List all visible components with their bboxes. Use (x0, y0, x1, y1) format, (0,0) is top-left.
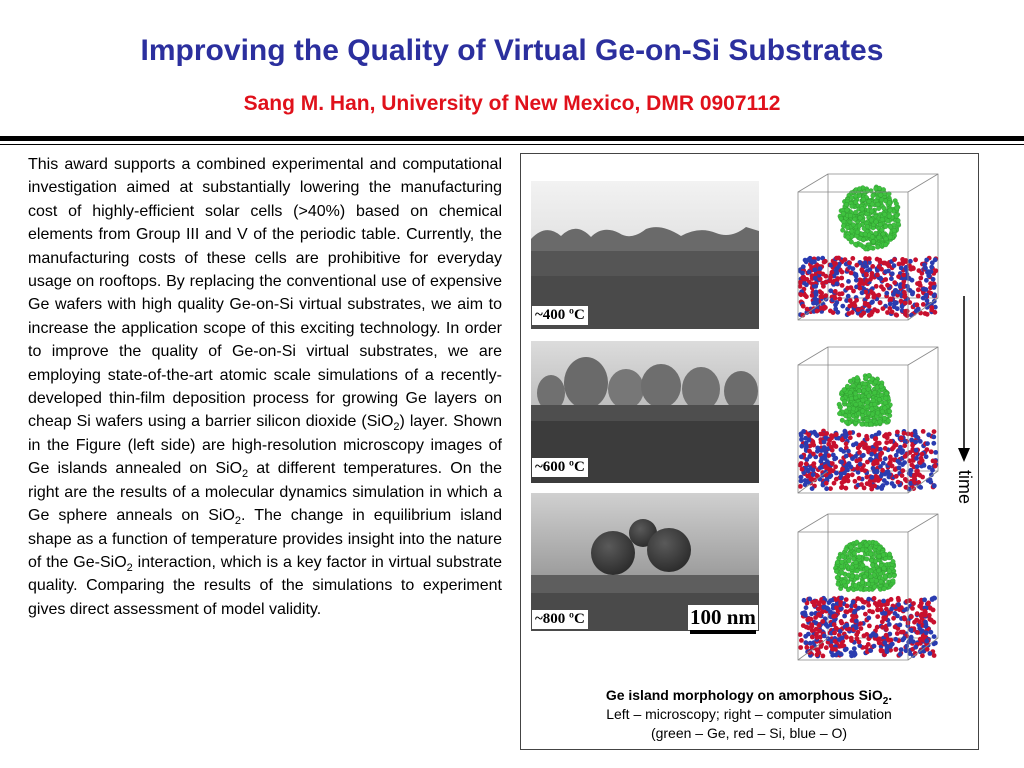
sim-frame-2 (790, 343, 948, 503)
body-text-4: . The change in equilibrium island shape as a function of temperature provides insight into the nature of the Ge-SiO (28, 507, 502, 571)
scale-bar (690, 630, 756, 634)
time-label: time (955, 470, 975, 505)
body-text-2: ) layer. Shown in the Figure (left side) are high-resolution microscopy images of Ge islands annealed on SiO (28, 413, 502, 478)
scale-bar-label: 100 nm (690, 605, 756, 629)
body-text-1: This award supports a combined experimental and computational investigation aimed at substantially lowering the manufacturing cost of highly-efficient solar cells (>40%) based on chemical elements from Group III and V of the periodic table. Currently, the manufacturing costs of these cells are prohibitive for everyday usage on rooftops. By replacing the conventional use of expensive Ge wafers with high quality Ge-on-Si virtual substrates, we aim to increase the application scope of this exciting technology. In order to improve the quality of Ge-on-Si virtual substrates, we are employing state-of-the-art atomic scale simulations of a recently-developed thin-film deposition process for growing Ge layers on cheap Si wafers using a barrier silicon dioxide (SiO (28, 156, 502, 431)
body-text-3: at different temperatures. On the right are the results of a molecular dynamics simulation in which a Ge sphere anneals on SiO (28, 460, 502, 525)
page-subtitle: Sang M. Han, University of New Mexico, DMR 0907112 (243, 92, 781, 115)
body-text-5: interaction, which is a key factor in virtual substrate quality. Comparing the results of the simulations to experiment gives direct assessment of model validity. (28, 553, 502, 618)
caption-subscript: 2 (882, 695, 889, 707)
subscript: 2 (234, 515, 242, 528)
sim-frame-3 (790, 510, 948, 670)
caption-period: . (888, 687, 893, 703)
temp-label-600: ~600 ºC (532, 458, 588, 477)
temp-label-800: ~800 ºC (532, 610, 588, 629)
divider-thick (0, 136, 1024, 141)
subscript: 2 (126, 562, 133, 575)
caption-line-2: Left – microscopy; right – computer simulation (606, 706, 892, 722)
figure-caption (523, 686, 975, 743)
caption-title: Ge island morphology on amorphous SiO (605, 687, 883, 703)
sim-frame-1 (790, 170, 948, 330)
body-paragraph (28, 153, 502, 621)
time-arrow-icon (958, 296, 970, 467)
subscript: 2 (242, 468, 249, 481)
subscript: 2 (393, 421, 400, 434)
temp-label-400: ~400 ºC (532, 306, 588, 325)
caption-line-3: (green – Ge, red – Si, blue – O) (650, 725, 848, 741)
page-title: Improving the Quality of Virtual Ge-on-Si Substrates (140, 34, 884, 67)
divider-thin (0, 144, 1024, 145)
